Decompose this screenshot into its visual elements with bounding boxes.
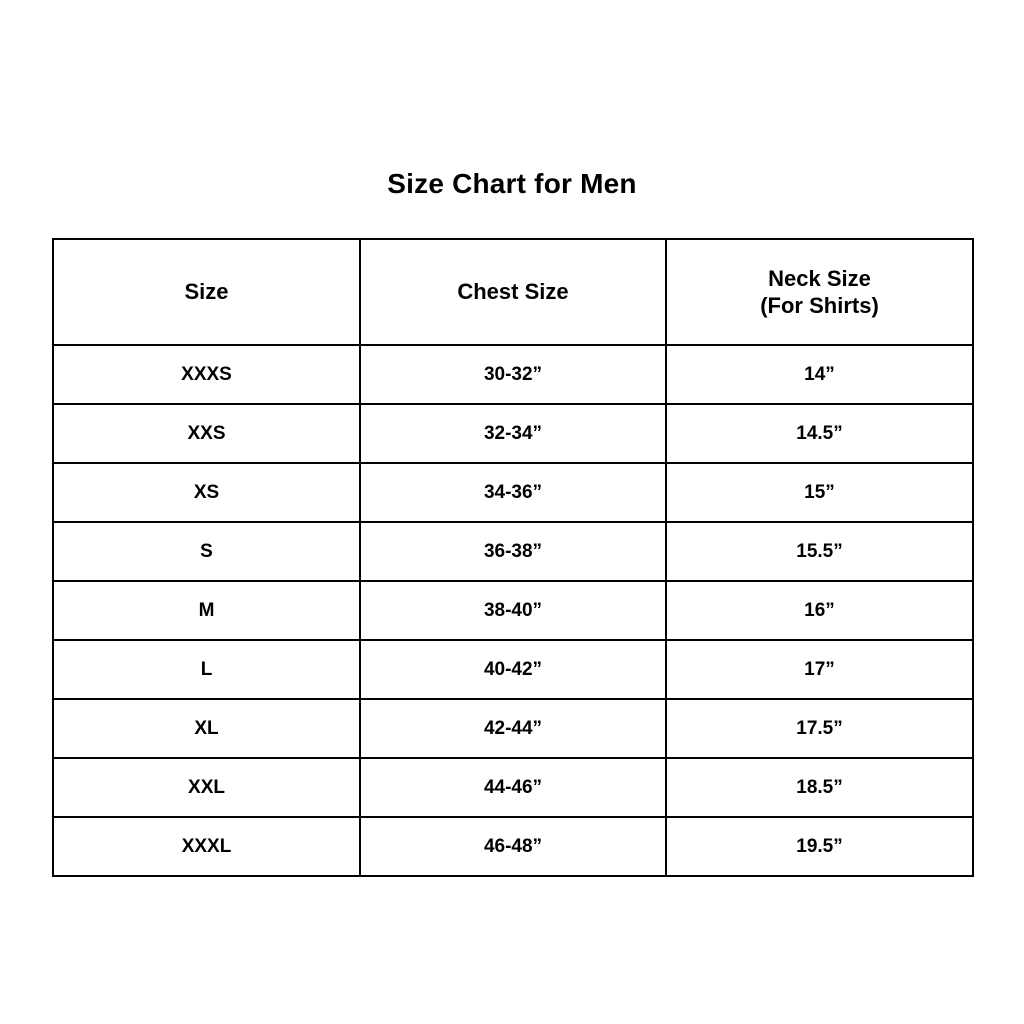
cell-neck: 18.5” bbox=[666, 758, 973, 817]
cell-size: M bbox=[53, 581, 360, 640]
table-header-row bbox=[53, 239, 973, 345]
page-title: Size Chart for Men bbox=[387, 168, 637, 199]
cell-size: XXXL bbox=[53, 817, 360, 876]
column-header-neck-size-sublabel: (For Shirts) bbox=[760, 293, 879, 318]
column-header-size-label: Size bbox=[184, 279, 229, 305]
table-header bbox=[53, 239, 973, 345]
column-header-chest-size bbox=[360, 239, 666, 345]
table-row bbox=[53, 758, 973, 817]
table-row bbox=[53, 817, 973, 876]
cell-neck: 15” bbox=[666, 463, 973, 522]
cell-size: XXL bbox=[53, 758, 360, 817]
size-chart-table-wrapper bbox=[52, 238, 972, 877]
cell-neck: 16” bbox=[666, 581, 973, 640]
table-row bbox=[53, 522, 973, 581]
column-header-neck-size-label: Neck Size bbox=[768, 265, 871, 291]
cell-neck: 17” bbox=[666, 640, 973, 699]
column-header-chest-size-label: Chest Size bbox=[457, 279, 569, 305]
cell-chest: 44-46” bbox=[360, 758, 666, 817]
cell-neck: 17.5” bbox=[666, 699, 973, 758]
cell-chest: 36-38” bbox=[360, 522, 666, 581]
table-body bbox=[53, 345, 973, 876]
cell-chest: 46-48” bbox=[360, 817, 666, 876]
column-header-neck-size bbox=[666, 239, 973, 345]
table-row bbox=[53, 640, 973, 699]
cell-neck: 19.5” bbox=[666, 817, 973, 876]
table-row bbox=[53, 345, 973, 404]
table-row bbox=[53, 404, 973, 463]
cell-size: XXS bbox=[53, 404, 360, 463]
cell-chest: 40-42” bbox=[360, 640, 666, 699]
cell-chest: 34-36” bbox=[360, 463, 666, 522]
cell-neck: 14.5” bbox=[666, 404, 973, 463]
cell-chest: 30-32” bbox=[360, 345, 666, 404]
cell-neck: 15.5” bbox=[666, 522, 973, 581]
cell-size: XL bbox=[53, 699, 360, 758]
table-row bbox=[53, 581, 973, 640]
cell-chest: 38-40” bbox=[360, 581, 666, 640]
size-chart-table bbox=[52, 238, 974, 877]
cell-neck: 14” bbox=[666, 345, 973, 404]
cell-chest: 42-44” bbox=[360, 699, 666, 758]
cell-size: XS bbox=[53, 463, 360, 522]
column-header-size bbox=[53, 239, 360, 345]
table-row bbox=[53, 699, 973, 758]
cell-size: XXXS bbox=[53, 345, 360, 404]
cell-chest: 32-34” bbox=[360, 404, 666, 463]
cell-size: L bbox=[53, 640, 360, 699]
cell-size: S bbox=[53, 522, 360, 581]
table-row bbox=[53, 463, 973, 522]
